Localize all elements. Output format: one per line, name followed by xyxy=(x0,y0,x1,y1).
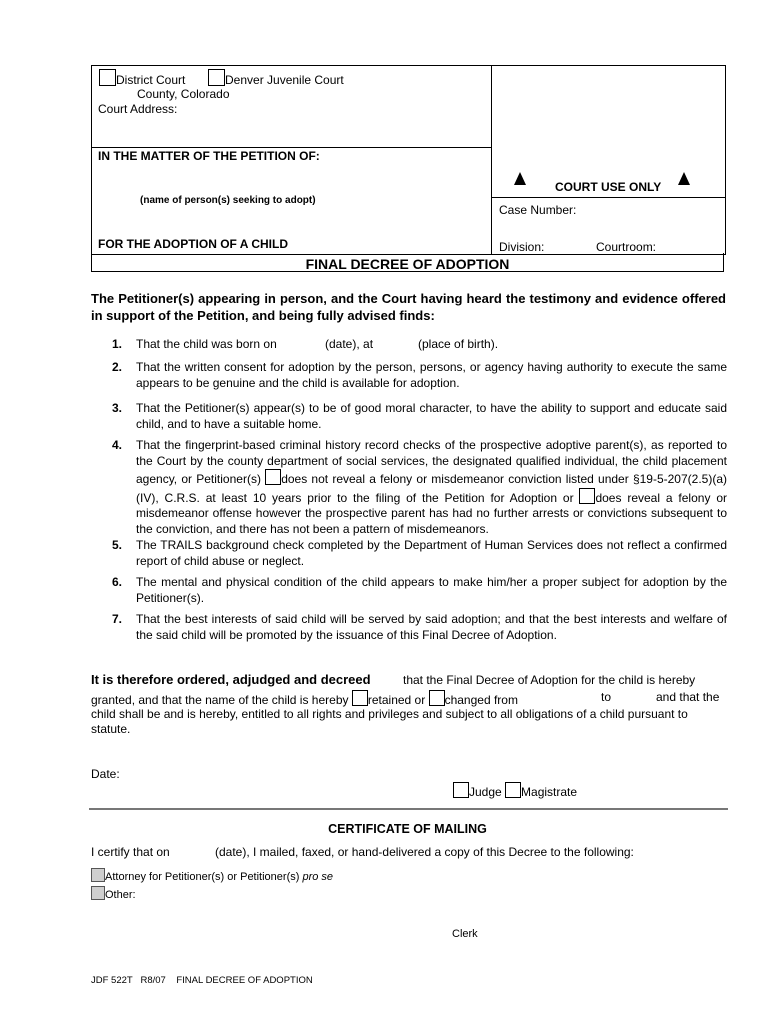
order-lead: It is therefore ordered, adjudged and decreed xyxy=(91,672,371,687)
order-text-4: child shall be and is hereby, entitled to all rights and privileges and subject to all obligations of a child pursuant to xyxy=(91,707,688,721)
certify-on: I certify that on xyxy=(91,845,170,859)
does-reveal-checkbox[interactable] xyxy=(579,488,595,504)
certificate-heading: CERTIFICATE OF MAILING xyxy=(328,822,487,836)
denver-juvenile-label: Denver Juvenile Court xyxy=(225,73,344,87)
finding-number: 5. xyxy=(112,538,123,552)
county-colorado: County, Colorado xyxy=(137,87,230,101)
finding-number: 4. xyxy=(112,438,123,452)
finding-number: 6. xyxy=(112,575,123,589)
other-label: Other: xyxy=(105,889,136,901)
finding-number: 3. xyxy=(112,401,123,415)
certify-date: (date), I mailed, faxed, or hand-delivered a copy of this Decree to the following: xyxy=(215,845,634,859)
court-use-line xyxy=(491,197,725,198)
order-line-2 xyxy=(91,690,726,707)
caption-divider xyxy=(491,65,492,255)
order-line-1 xyxy=(91,672,726,687)
judicial-officer-options xyxy=(453,782,577,799)
attorney-option xyxy=(91,868,333,883)
court-address: Court Address: xyxy=(98,102,178,116)
order-text-3: and that the xyxy=(656,690,720,704)
finding-text: That the Petitioner(s) appear(s) to be of good moral character, to have the ability to support and educate said child, and to have a suitable home. xyxy=(136,401,727,431)
judge-checkbox[interactable] xyxy=(453,782,469,798)
caption-matter-line xyxy=(91,147,491,148)
finding-1-place: (place of birth). xyxy=(418,337,499,351)
clerk-label: Clerk xyxy=(452,928,478,940)
pro-se-label: pro se xyxy=(302,871,334,883)
magistrate-checkbox[interactable] xyxy=(505,782,521,798)
finding-4-text-c: does reveal a felony or misdemeanor offense however the prospective parent has had no further arrests or convictions subsequent to the conviction, and there has not been a pattern of misdemeanors. xyxy=(136,490,727,536)
document-title: FINAL DECREE OF ADOPTION xyxy=(305,256,510,272)
finding-text: The TRAILS background check completed by the Department of Human Services does not reflect a confirmed report of child abuse or neglect. xyxy=(136,538,727,568)
changed-label: changed from xyxy=(444,693,518,707)
up-arrow-right-icon xyxy=(678,172,690,185)
name-retained-checkbox[interactable] xyxy=(352,690,368,706)
attorney-checkbox[interactable] xyxy=(91,868,105,882)
district-court-label: District Court xyxy=(116,73,186,87)
courtroom-label: Courtroom: xyxy=(596,240,657,254)
section-divider xyxy=(89,808,728,810)
name-hint: (name of person(s) seeking to adopt) xyxy=(140,195,316,206)
finding-4-text-b: does not reveal a felony or misdemeanor conviction listed under §19-5-207(2.5)(a)(IV), C.R.S. at least 10 years prior to the filing of the Petition for Adoption or xyxy=(136,472,727,505)
finding-text: That the best interests of said child will be served by said adoption; and that the best interests and welfare of the said child will be promoted by the issuance of this Final Decree of Adoption. xyxy=(136,612,727,642)
finding-text: The mental and physical condition of the child appears to make him/her a proper subject for adoption by the Petitioner(s). xyxy=(136,575,727,605)
order-text-5: statute. xyxy=(91,722,131,736)
finding-number: 7. xyxy=(112,612,123,626)
judge-label: Judge xyxy=(469,785,502,799)
other-option xyxy=(91,886,136,901)
district-court-checkbox[interactable] xyxy=(99,69,116,86)
adoption-of-child: FOR THE ADOPTION OF A CHILD xyxy=(98,237,288,251)
finding-1-born-on: That the child was born on xyxy=(136,337,277,351)
to-label: to xyxy=(601,690,612,704)
division-label: Division: xyxy=(499,240,545,254)
district-court-option[interactable] xyxy=(99,69,185,87)
finding-number: 1. xyxy=(112,337,123,351)
finding-4-text-a: That the fingerprint-based criminal history record checks of the prospective adoptive parent(s), as reported to the Court by the county department of social services, the designated qualified individual, the child placement agency, or Petitioner(s) xyxy=(136,438,727,486)
date-label: Date: xyxy=(91,767,120,781)
attorney-label: Attorney for Petitioner(s) or Petitioner(s) xyxy=(105,871,300,883)
retained-label: retained or xyxy=(367,693,426,707)
case-number-label: Case Number: xyxy=(499,203,577,217)
court-use-only: COURT USE ONLY xyxy=(555,180,662,194)
name-changed-checkbox[interactable] xyxy=(429,690,445,706)
order-text-1: that the Final Decree of Adoption for the child is hereby xyxy=(403,673,696,687)
finding-text: That the written consent for adoption by the person, persons, or agency having authority to execute the same appears to be genuine and the child is available for adoption. xyxy=(136,360,727,390)
order-text-2: granted, and that the name of the child is hereby xyxy=(91,693,349,707)
denver-juvenile-option[interactable] xyxy=(208,69,344,87)
intro-paragraph: The Petitioner(s) appearing in person, and the Court having heard the testimony and evidence offered in support of the Petition, and being fully advised finds: xyxy=(91,291,726,323)
does-not-reveal-checkbox[interactable] xyxy=(265,469,281,485)
denver-juvenile-checkbox[interactable] xyxy=(208,69,225,86)
other-checkbox[interactable] xyxy=(91,886,105,900)
finding-1-date: (date), at xyxy=(325,337,374,351)
matter-of-heading: IN THE MATTER OF THE PETITION OF: xyxy=(98,149,320,163)
form-footer: JDF 522T R8/07 FINAL DECREE OF ADOPTION xyxy=(91,975,313,986)
finding-number: 2. xyxy=(112,360,123,374)
up-arrow-left-icon xyxy=(514,172,526,185)
magistrate-label: Magistrate xyxy=(521,785,578,799)
